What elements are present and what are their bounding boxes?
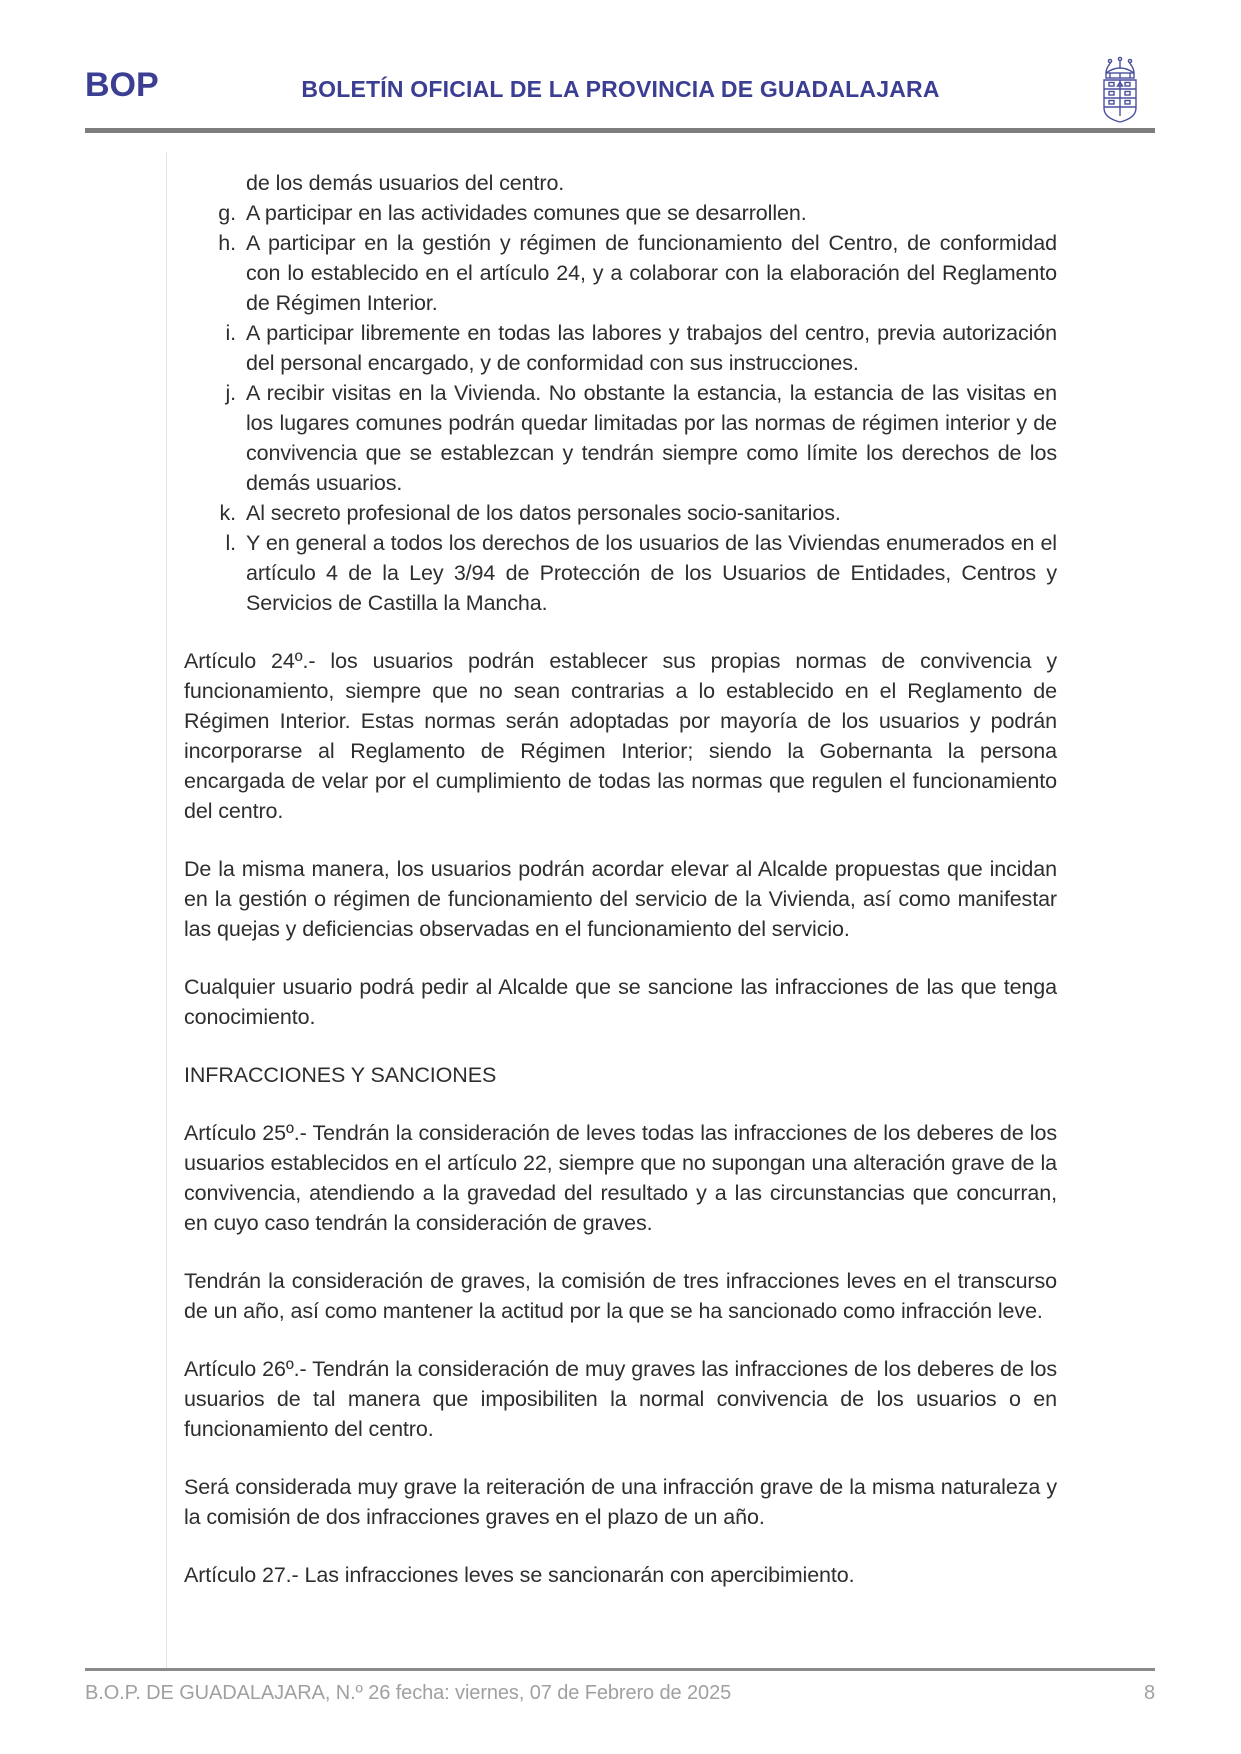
paragraph: Artículo 26º.- Tendrán la consideración de muy graves las infracciones de los deberes de los usuarios de tal manera que imposibiliten la normal convivencia de los usuarios o en funcionamiento del centro. — [184, 1357, 1057, 1441]
paragraph: De la misma manera, los usuarios podrán acordar elevar al Alcalde propuestas que incidan en la gestión o régimen de funcionamiento del servicio de la Vivienda, así como manifestar las quejas y deficiencias observadas en el funcionamiento del servicio. — [184, 857, 1057, 941]
page-number: 8 — [1143, 1682, 1155, 1704]
paragraph: Artículo 25º.- Tendrán la consideración de leves todas las infracciones de los deberes de los usuarios establecidos en el artículo 22, siempre que no supongan una alteración grave de la convivencia, atendiendo a la gravedad del resultado y a las circunstancias que concurran, en cuyo caso tendrán la consideración de graves. — [184, 1121, 1057, 1235]
list-item — [184, 498, 1057, 528]
list-item — [184, 168, 1057, 198]
paragraph: Cualquier usuario podrá pedir al Alcalde que se sancione las infracciones de las que tenga conocimiento. — [184, 975, 1057, 1029]
list-item — [184, 228, 1057, 318]
list-item-letter: g. — [218, 201, 236, 225]
list-item-letter: i. — [225, 321, 236, 345]
page-footer — [85, 1682, 1155, 1705]
list-item-letter: h. — [218, 231, 236, 255]
section-heading: INFRACCIONES Y SANCIONES — [184, 1063, 497, 1087]
header-title: BOLETÍN OFICIAL DE LA PROVINCIA DE GUADALAJARA — [301, 76, 940, 102]
paragraph: Será considerada muy grave la reiteración de una infracción grave de la misma naturaleza y la comisión de dos infracciones graves en el plazo de un año. — [184, 1475, 1057, 1529]
paragraph: Artículo 27.- Las infracciones leves se sancionarán con apercibimiento. — [184, 1563, 855, 1587]
rights-list — [184, 168, 1057, 618]
document-body — [184, 168, 1057, 1590]
bop-logo: BOP — [85, 66, 159, 104]
list-item-text: A participar en las actividades comunes que se desarrollen. — [246, 201, 807, 225]
list-item-letter: l. — [225, 531, 236, 555]
article-blocks — [184, 646, 1057, 1590]
list-item-text: Y en general a todos los derechos de los usuarios de las Viviendas enumerados en el artículo 4 de la Ley 3/94 de Protección de los Usuarios de Entidades, Centros y Servicios de Castilla la Mancha. — [246, 531, 1057, 615]
list-item — [184, 528, 1057, 618]
list-item-text: A participar libremente en todas las labores y trabajos del centro, previa autorización del personal encargado, y de conformidad con sus instrucciones. — [246, 321, 1057, 375]
paragraph: Artículo 24º.- los usuarios podrán establecer sus propias normas de convivencia y funcionamiento, siempre que no sean contrarias a lo establecido en el Reglamento de Régimen Interior. Estas normas serán adoptadas por mayoría de los usuarios y podrán incorporarse al Reglamento de Régimen Interior; siendo la Gobernanta la persona encargada de velar por el cumplimiento de todas las normas que regulen el funcionamiento del centro. — [184, 649, 1057, 823]
list-item-text: de los demás usuarios del centro. — [246, 171, 565, 195]
list-item — [184, 318, 1057, 378]
list-item-text: Al secreto profesional de los datos personales socio-sanitarios. — [246, 501, 841, 525]
footer-rule — [85, 1668, 1155, 1671]
paragraph: Tendrán la consideración de graves, la comisión de tres infracciones leves en el transcurso de un año, así como mantener la actitud por la que se ha sancionado como infracción leve. — [184, 1269, 1057, 1323]
table-border-left — [166, 152, 167, 1668]
header-rule — [85, 128, 1155, 133]
footer-citation: B.O.P. DE GUADALAJARA, N.º 26 fecha: viernes, 07 de Febrero de 2025 — [85, 1682, 732, 1704]
list-item-text: A participar en la gestión y régimen de funcionamiento del Centro, de conformidad con lo establecido en el artículo 24, y a colaborar con la elaboración del Reglamento de Régimen Interior. — [246, 231, 1057, 315]
list-item — [184, 198, 1057, 228]
list-item-letter: j. — [225, 381, 236, 405]
provincial-crest-icon — [1096, 56, 1144, 124]
list-item-letter: k. — [219, 501, 236, 525]
list-item-text: A recibir visitas en la Vivienda. No obstante la estancia, la estancia de las visitas en los lugares comunes podrán quedar limitadas por las normas de régimen interior y de convivencia que se establezcan y tendrán siempre como límite los derechos de los demás usuarios. — [246, 381, 1057, 495]
list-item — [184, 378, 1057, 498]
